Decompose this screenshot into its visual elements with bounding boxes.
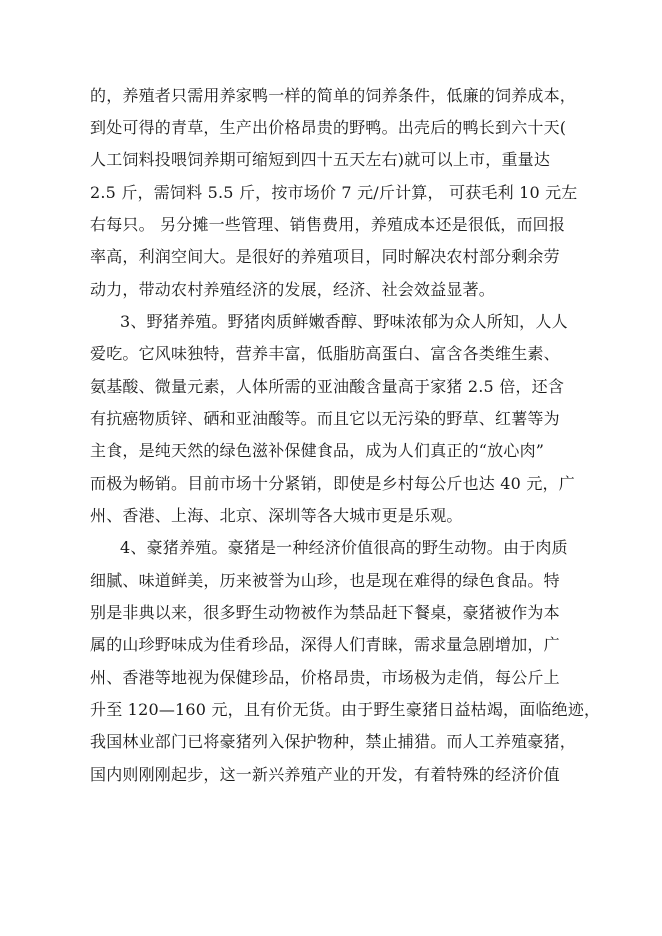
text-line-5: 右每只。 另分摊一些管理、销售费用，养殖成本还是很低，而回报 <box>90 215 566 234</box>
text-line-17: 别是非典以来，很多野生动物被作为禁品赶下餐桌，豪猪被作为本 <box>90 603 560 622</box>
text-line-9: 爱吃。它风味独特，营养丰富，低脂肪高蛋白、富含各类维生素、 <box>90 344 560 363</box>
text-line-18: 属的山珍野味成为佳肴珍品，深得人们青睐，需求量急剧增加，广 <box>90 635 560 654</box>
paragraph-3-start: 3、野猪养殖。野猪肉质鲜嫩香醇、野味浓郁为众人所知，人人 <box>120 312 568 331</box>
text-line-4: 2.5 斤，需饲料 5.5 斤，按市场价 7 元/斤计算， 可获毛利 10 元左 <box>90 183 578 202</box>
text-line-11: 有抗癌物质锌、硒和亚油酸等。而且它以无污染的野草、红薯等为 <box>90 409 560 428</box>
paragraph-4-start: 4、豪猪养殖。豪猪是一种经济价值很高的野生动物。由于肉质 <box>120 538 568 557</box>
text-line-7: 动力，带动农村养殖经济的发展，经济、社会效益显著。 <box>90 280 496 299</box>
text-line-13: 而极为畅销。目前市场十分紧销，即使是乡村每公斤也达 40 元，广 <box>90 474 575 493</box>
text-line-1: 的，养殖者只需用养家鸭一样的简单的饲养条件，低廉的饲养成本， <box>90 86 577 105</box>
text-line-2: 到处可得的青草，生产出价格昂贵的野鸭。出壳后的鸭长到六十天( <box>90 118 567 137</box>
text-line-6: 率高，利润空间大。是很好的养殖项目，同时解决农村部分剩余劳 <box>90 247 560 266</box>
text-line-3: 人工饲料投喂饲养期可缩短到四十五天左右)就可以上市，重量达 <box>90 150 551 169</box>
text-line-16: 细腻、味道鲜美，历来被誉为山珍，也是现在难得的绿色食品。特 <box>90 571 560 590</box>
text-line-21: 我国林业部门已将豪猪列入保护物种，禁止捕猎。而人工养殖豪猪， <box>90 732 577 751</box>
text-line-10: 氨基酸、微量元素，人体所需的亚油酸含量高于家猪 2.5 倍，还含 <box>90 377 565 396</box>
text-line-12: 主食，是纯天然的绿色滋补保健食品，成为人们真正的“放心肉” <box>90 441 545 460</box>
text-line-19: 州、香港等地视为保健珍品，价格昂贵，市场极为走俏，每公斤上 <box>90 668 560 687</box>
text-line-20: 升至 120—160 元，且有价无货。由于野生豪猪日益枯竭，面临绝迹， <box>90 700 601 719</box>
text-line-14: 州、香港、上海、北京、深圳等各大城市更是乐观。 <box>90 506 463 525</box>
text-line-22: 国内则刚刚起步，这一新兴养殖产业的开发，有着特殊的经济价值 <box>90 765 560 784</box>
